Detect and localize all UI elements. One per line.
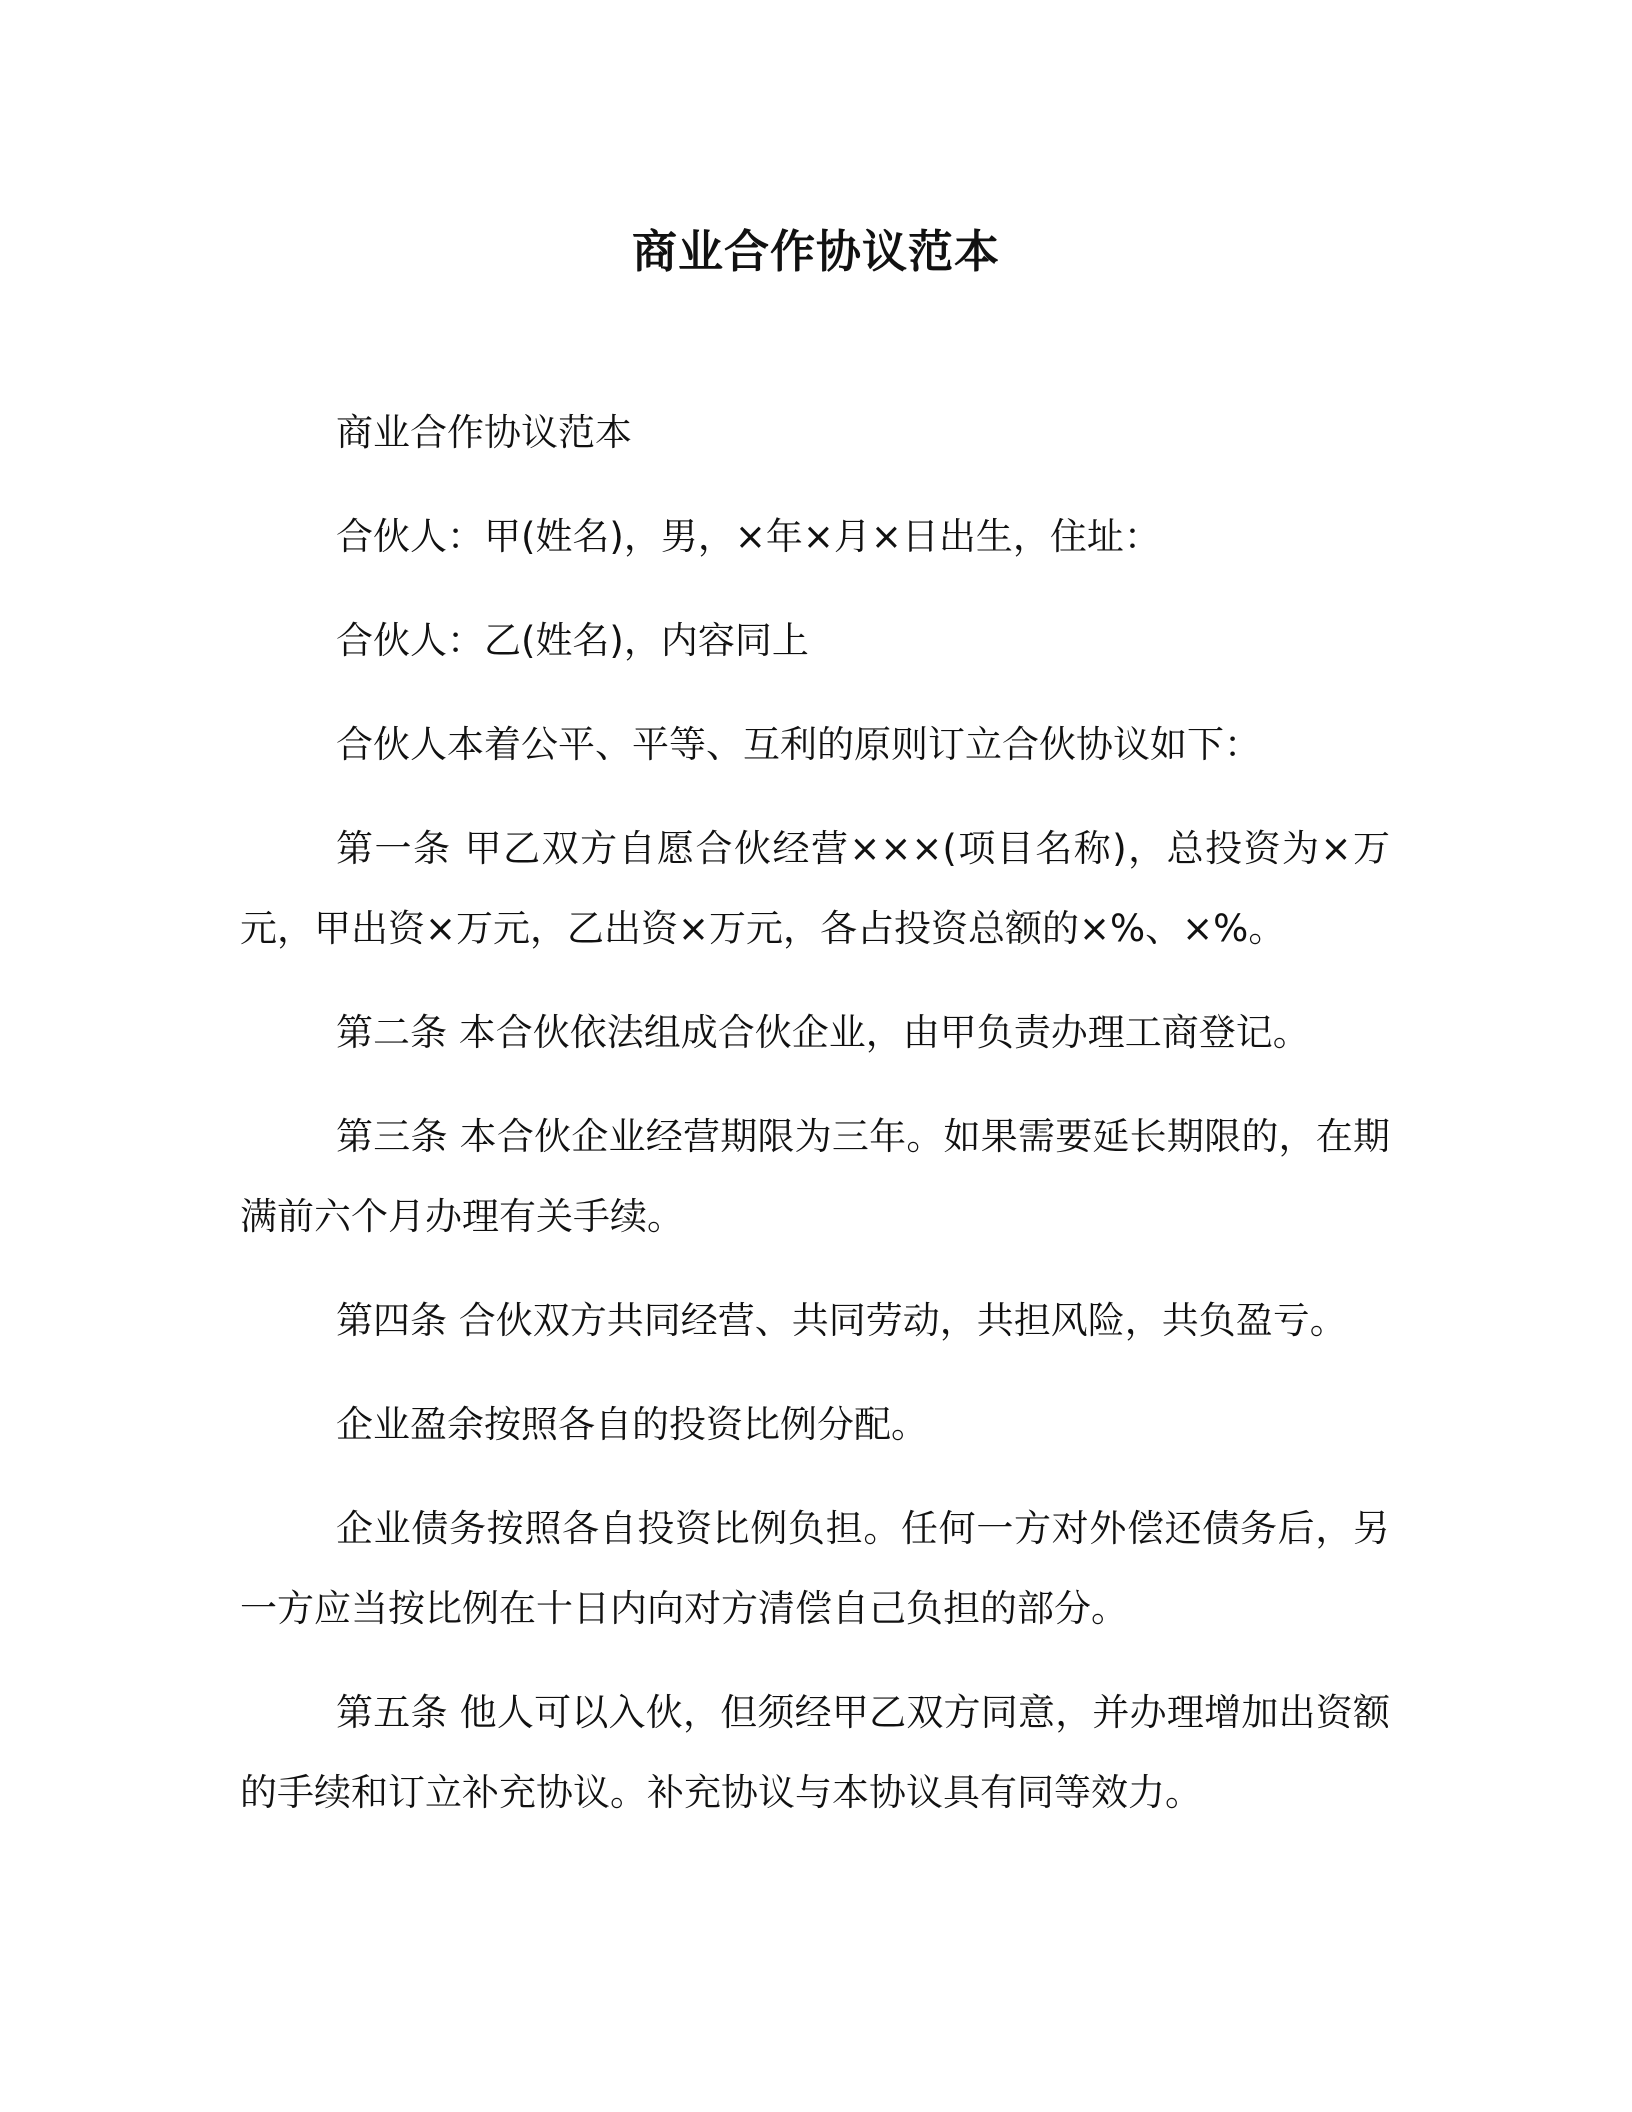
paragraph-article-1: 第一条 甲乙双方自愿合伙经营×××(项目名称)，总投资为×万元，甲出资×万元，乙出资×万元，各占投资总额的×%、×%。 (240, 827, 1390, 950)
paragraph-article-4: 第四条 合伙双方共同经营、共同劳动，共担风险，共负盈亏。 (336, 1299, 1347, 1342)
document-title: 商业合作协议范本 (631, 225, 1000, 278)
paragraph-profit: 企业盈余按照各自的投资比例分配。 (336, 1403, 928, 1446)
paragraph-article-3: 第三条 本合伙企业经营期限为三年。如果需要延长期限的，在期满前六个月办理有关手续。 (240, 1115, 1390, 1238)
paragraph-article-5: 第五条 他人可以入伙，但须经甲乙双方同意，并办理增加出资额的手续和订立补充协议。补充协议与本协议具有同等效力。 (240, 1691, 1390, 1814)
paragraph-preamble: 合伙人本着公平、平等、互利的原则订立合伙协议如下： (336, 723, 1261, 766)
paragraph-debt: 企业债务按照各自投资比例负担。任何一方对外偿还债务后，另一方应当按比例在十日内向对方清偿自己负担的部分。 (240, 1507, 1390, 1630)
paragraph-article-2: 第二条 本合伙依法组成合伙企业，由甲负责办理工商登记。 (336, 1011, 1310, 1054)
paragraph-partner-a: 合伙人：甲(姓名)，男，×年×月×日出生，住址： (336, 515, 1161, 558)
document-body (240, 393, 1390, 1857)
paragraph-partner-b: 合伙人：乙(姓名)，内容同上 (336, 619, 809, 662)
paragraph-heading: 商业合作协议范本 (336, 411, 632, 454)
